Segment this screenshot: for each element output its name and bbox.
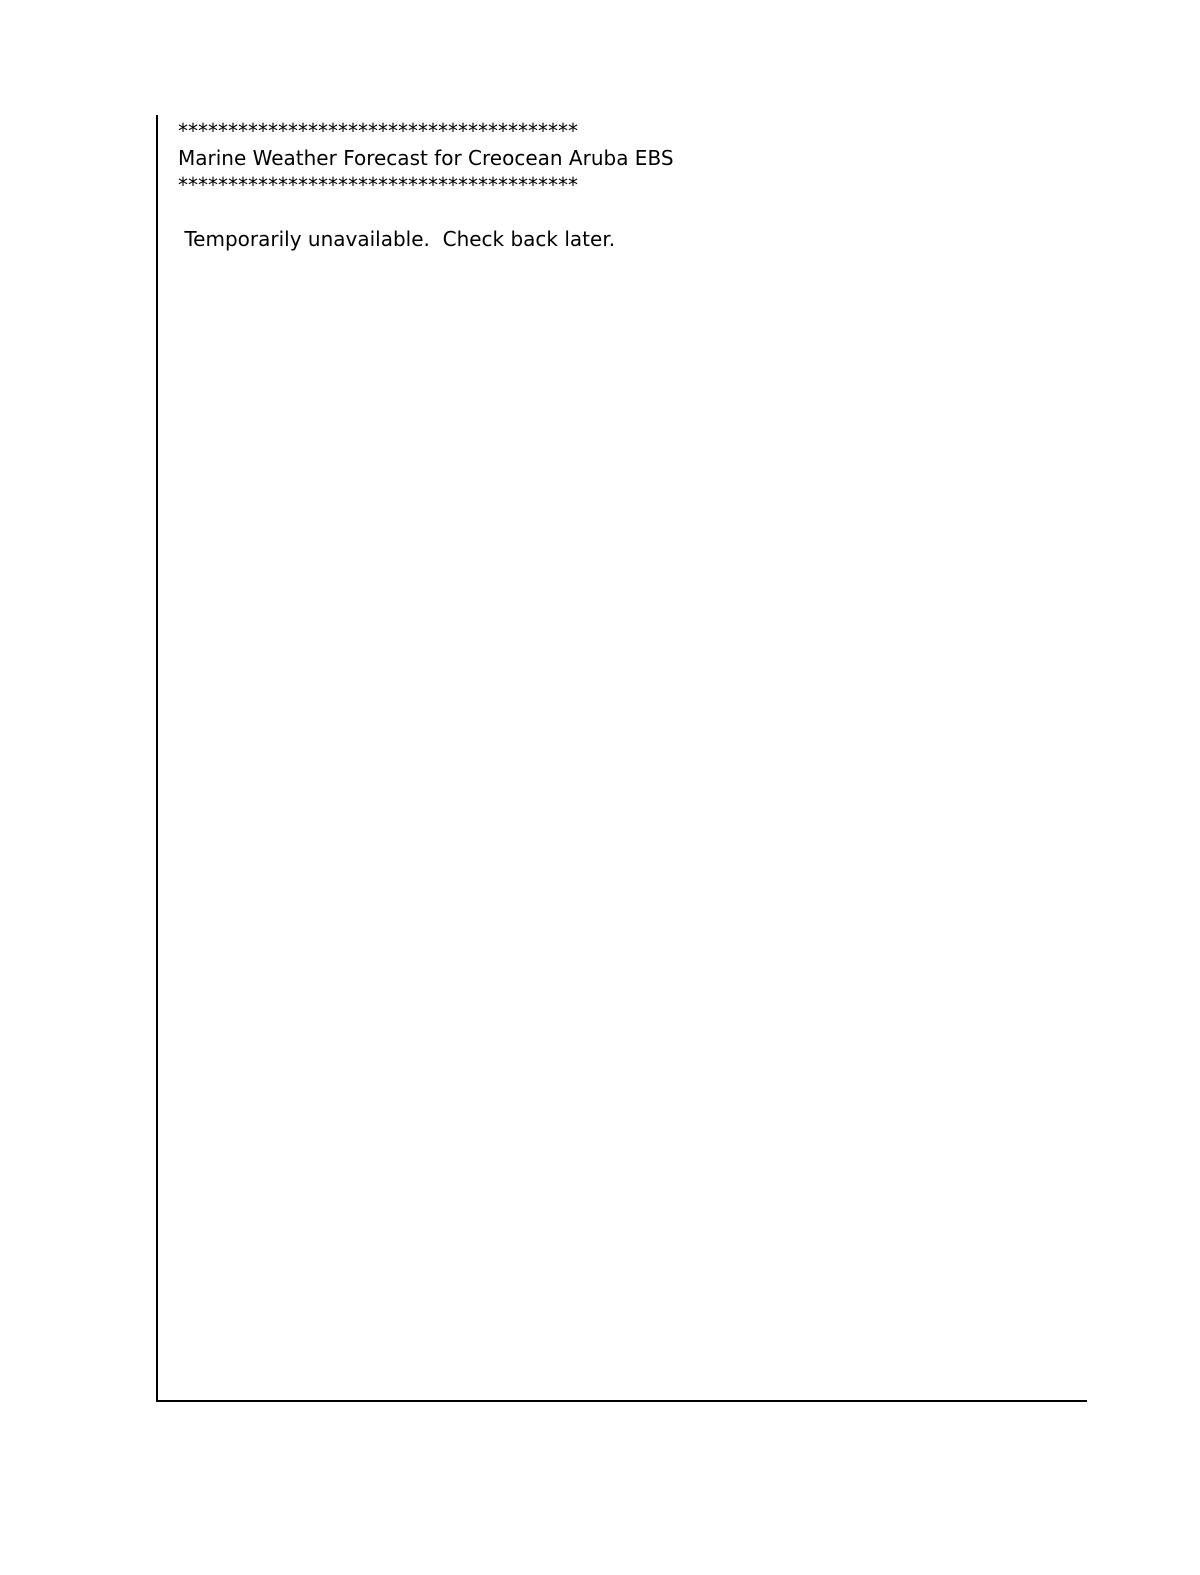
divider-asterisks-top: **************************************** <box>178 119 578 143</box>
forecast-text-block <box>158 115 1087 253</box>
blank-line <box>178 199 1087 226</box>
content-frame <box>156 115 1087 1402</box>
forecast-title: Marine Weather Forecast for Creocean Aruba EBS <box>178 146 674 170</box>
divider-asterisks-bottom: **************************************** <box>178 173 578 197</box>
status-message: Temporarily unavailable. Check back later. <box>178 227 616 251</box>
